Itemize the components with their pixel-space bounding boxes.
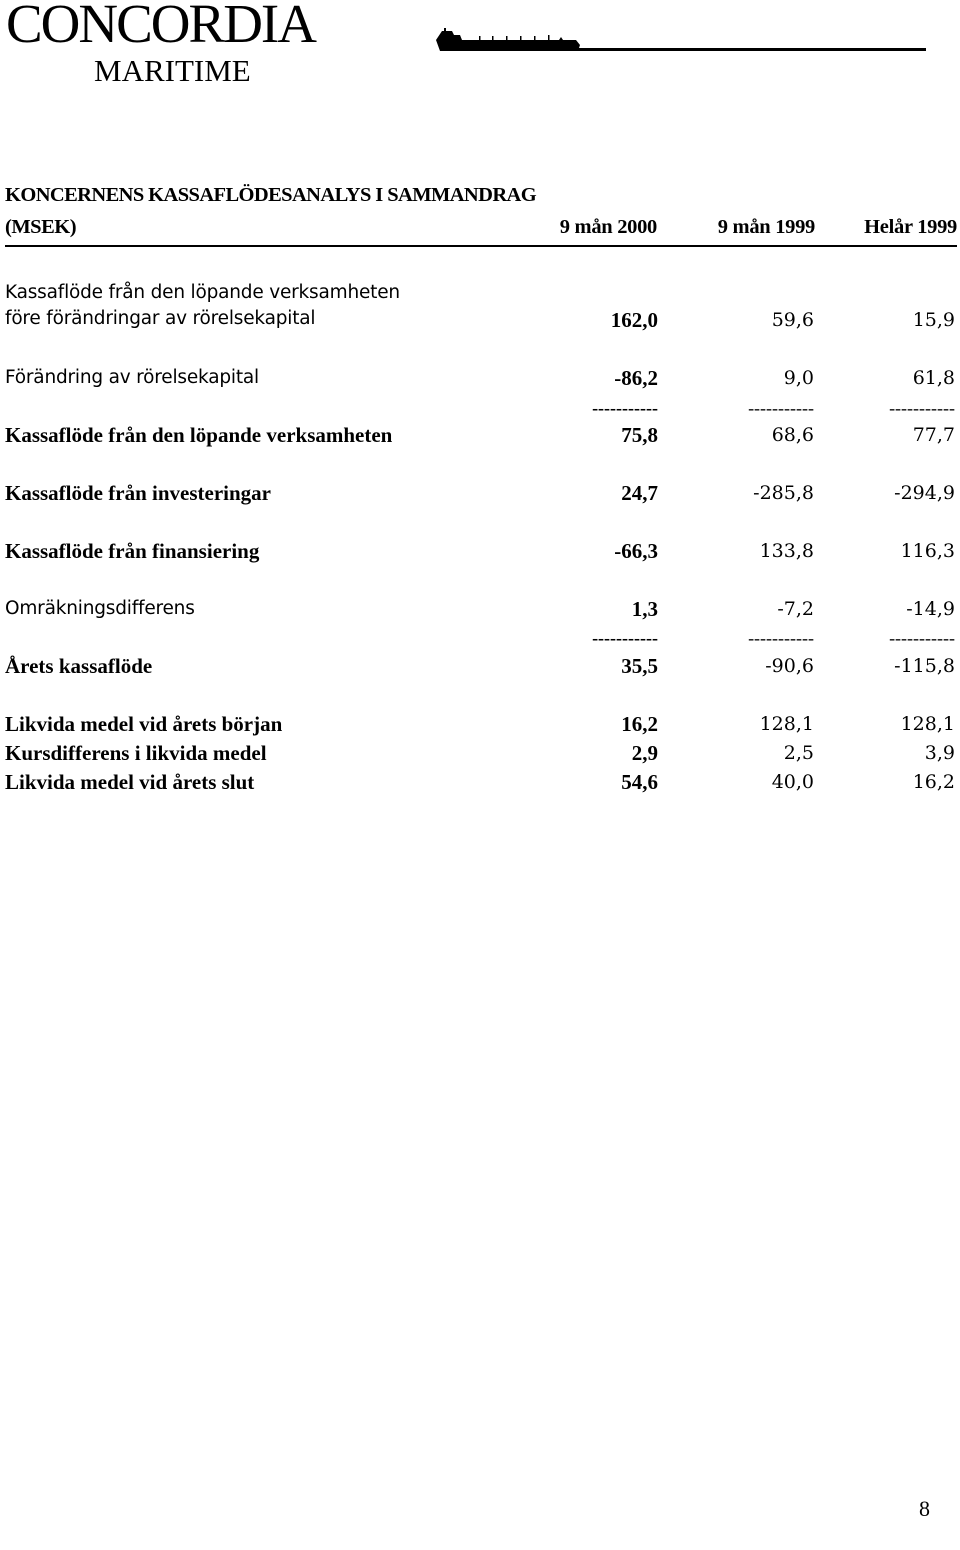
page-number: 8 xyxy=(919,1496,930,1521)
row-label: Likvida medel vid årets slut xyxy=(5,770,255,794)
value-9m-1999: 59,6 xyxy=(771,309,814,331)
row-label: Kassaflöde från finansiering xyxy=(5,539,260,563)
table-row xyxy=(0,480,960,506)
logo-subtitle: MARITIME xyxy=(94,53,251,88)
table-row xyxy=(0,740,960,766)
value-9m-2000: 24,7 xyxy=(621,481,658,505)
value-full-1999: -294,9 xyxy=(894,482,955,504)
value-9m-1999: 2,5 xyxy=(783,742,814,764)
value-full-1999: 61,8 xyxy=(912,367,955,389)
report-title: KONCERNENS KASSAFLÖDESANALYS I SAMMANDRAG xyxy=(5,184,537,206)
value-full-1999: 128,1 xyxy=(900,713,955,735)
value-9m-1999: -7,2 xyxy=(777,598,814,620)
logo-wordmark: CONCORDIA xyxy=(6,0,315,54)
value-9m-2000: 35,5 xyxy=(621,654,658,678)
value-9m-2000: -66,3 xyxy=(614,539,658,563)
table-row xyxy=(0,711,960,737)
row-label: Omräkningsdifferens xyxy=(5,598,195,619)
value-9m-2000: 54,6 xyxy=(621,770,658,794)
value-9m-2000: 16,2 xyxy=(621,712,658,736)
table-row xyxy=(0,596,960,622)
column-header-full-1999: Helår 1999 xyxy=(864,216,957,238)
row-label: Kursdifferens i likvida medel xyxy=(5,741,267,765)
value-full-1999: 16,2 xyxy=(912,771,955,793)
row-label: Kassaflöde från den löpande verksamheten före förändringar av rörelsekapital xyxy=(5,282,400,329)
value-9m-1999: 133,8 xyxy=(759,540,814,562)
row-label: Förändring av rörelsekapital xyxy=(5,367,259,388)
value-9m-1999: -285,8 xyxy=(753,482,814,504)
value-9m-2000: -86,2 xyxy=(614,366,658,390)
value-9m-1999: 40,0 xyxy=(771,771,814,793)
table-row xyxy=(0,769,960,795)
table-row xyxy=(0,280,960,336)
table-row xyxy=(0,422,960,448)
subtotal-separator: ----------- ----------- ----------- xyxy=(592,628,955,648)
column-header-9m-2000: 9 mån 2000 xyxy=(559,216,657,238)
value-full-1999: 77,7 xyxy=(912,424,955,446)
value-9m-2000: 2,9 xyxy=(631,741,658,765)
value-9m-2000: 162,0 xyxy=(610,308,658,332)
subtotal-separator: ----------- ----------- ----------- xyxy=(592,398,955,418)
column-header-9m-1999: 9 mån 1999 xyxy=(717,216,815,238)
row-label: Kassaflöde från den löpande verksamheten xyxy=(5,423,393,447)
value-9m-2000: 1,3 xyxy=(631,597,658,621)
unit-label: (MSEK) xyxy=(5,216,77,238)
value-full-1999: 116,3 xyxy=(900,540,955,562)
row-label: Likvida medel vid årets början xyxy=(5,712,283,736)
value-full-1999: 3,9 xyxy=(924,742,955,764)
value-9m-1999: 9,0 xyxy=(783,367,814,389)
value-full-1999: 15,9 xyxy=(912,309,955,331)
value-9m-2000: 75,8 xyxy=(621,423,658,447)
table-row xyxy=(0,538,960,564)
row-label: Kassaflöde från investeringar xyxy=(5,481,271,505)
value-full-1999: -14,9 xyxy=(906,598,955,620)
value-9m-1999: 128,1 xyxy=(759,713,814,735)
value-9m-1999: -90,6 xyxy=(765,655,814,677)
value-9m-1999: 68,6 xyxy=(771,424,814,446)
table-row xyxy=(0,365,960,391)
value-full-1999: -115,8 xyxy=(894,655,955,677)
row-label: Årets kassaflöde xyxy=(5,654,153,678)
table-row xyxy=(0,653,960,679)
